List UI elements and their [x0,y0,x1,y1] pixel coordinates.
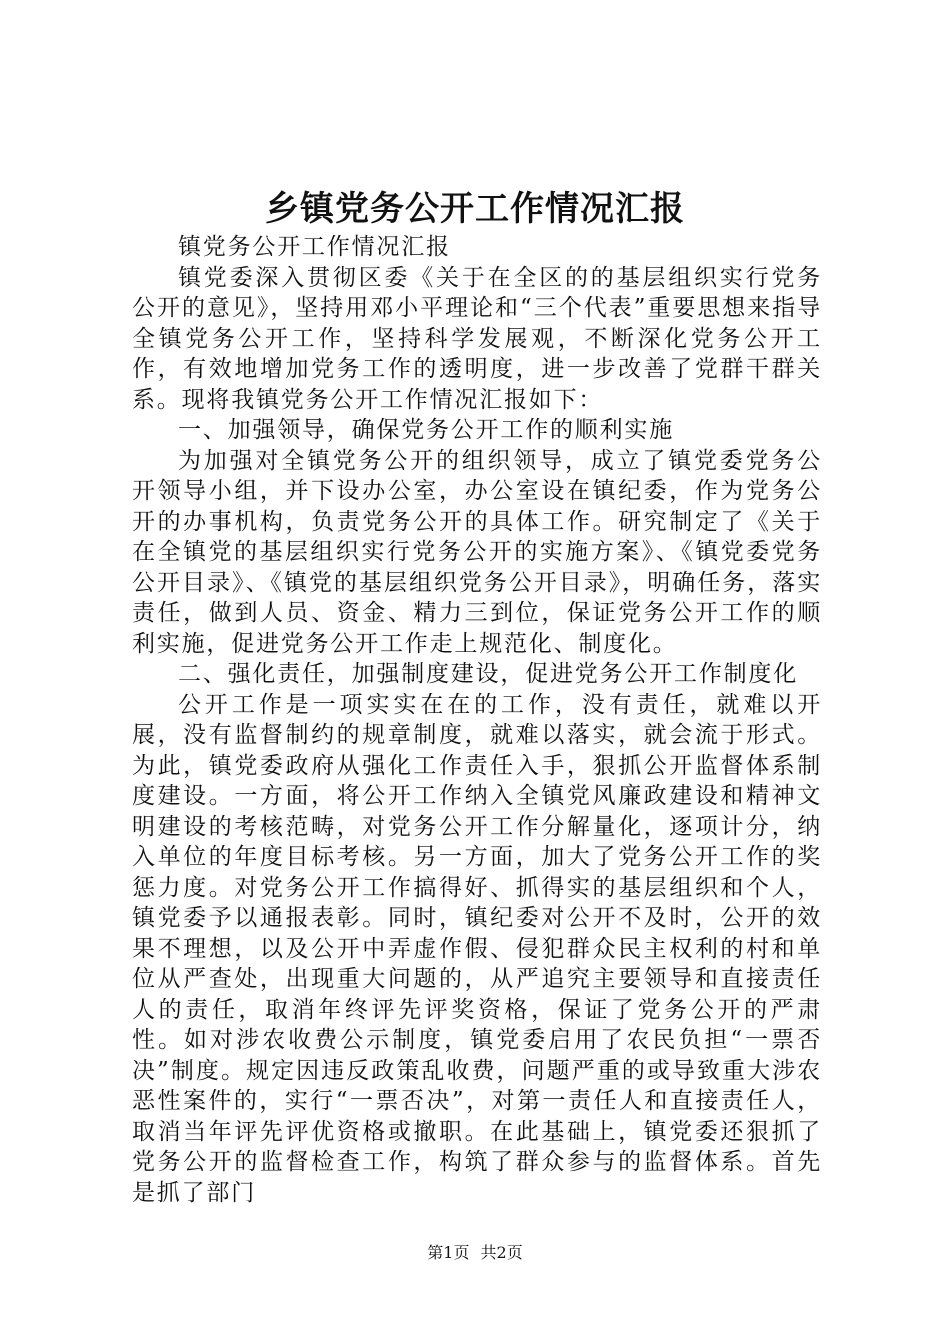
section-2-paragraph: 公开工作是一项实实在在的工作，没有责任，就难以开展，没有监督制约的规章制度，就难以落实，就会流于形式。为此，镇党委政府从强化工作责任入手，狠抓公开监督体系制度建设。一方面，将公开工作纳入全镇党风廉政建设和精神文明建设的考核范畴，对党务公开工作分解量化，逐项计分，纳入单位的年度目标考核。另一方面，加大了党务公开工作的奖惩力度。对党务公开工作搞得好、抓得实的基层组织和个人，镇党委予以通报表彰。同时，镇纪委对公开不及时，公开的效果不理想，以及公开中弄虚作假、侵犯群众民主权利的村和单位从严查处，出现重大问题的，从严追究主要领导和直接责任人的责任，取消年终评先评奖资格，保证了党务公开的严肃性。如对涉农收费公示制度，镇党委启用了农民负担“一票否决”制度。规定因违反政策乱收费，问题严重的或导致重大涉农恶性案件的，实行“一票否决”，对第一责任人和直接责任人，取消当年评先评优资格或撤职。在此基础上，镇党委还狠抓了党务公开的监督检查工作，构筑了群众参与的监督体系。首先是抓了部门 [132,691,822,1206]
section-1-paragraph: 为加强对全镇党务公开的组织领导，成立了镇党委党务公开领导小组，并下设办公室，办公室设在镇纪委，作为党务公开的办事机构，负责党务公开的具体工作。研究制定了《关于在全镇党的基层组织实行党务公开的实施方案》、《镇党委党务公开目录》、《镇党的基层组织党务公开目录》，明确任务，落实责任，做到人员、资金、精力三到位，保证党务公开工作的顺利实施，促进党务公开工作走上规范化、制度化。 [132,447,822,657]
intro-paragraph: 镇党委深入贯彻区委《关于在全区的的基层组织实行党务公开的意见》，坚持用邓小平理论和“三个代表”重要思想来指导全镇党务公开工作，坚持科学发展观，不断深化党务公开工作，有效地增加党务工作的透明度，进一步改善了党群干群关系。现将我镇党务公开工作情况汇报如下： [132,264,822,413]
section-heading-1: 一、加强领导，确保党务公开工作的顺利实施 [178,417,674,443]
page-number: 第1页 [427,1243,470,1262]
document-body [132,232,822,1208]
document-title: 乡镇党务公开工作情况汇报 [265,189,685,229]
page-total: 共2页 [480,1243,523,1262]
section-heading-2: 二、强化责任，加强制度建设，促进党务公开工作制度化 [178,661,798,687]
page-footer [0,1242,950,1264]
subtitle-paragraph: 镇党务公开工作情况汇报 [178,234,451,260]
